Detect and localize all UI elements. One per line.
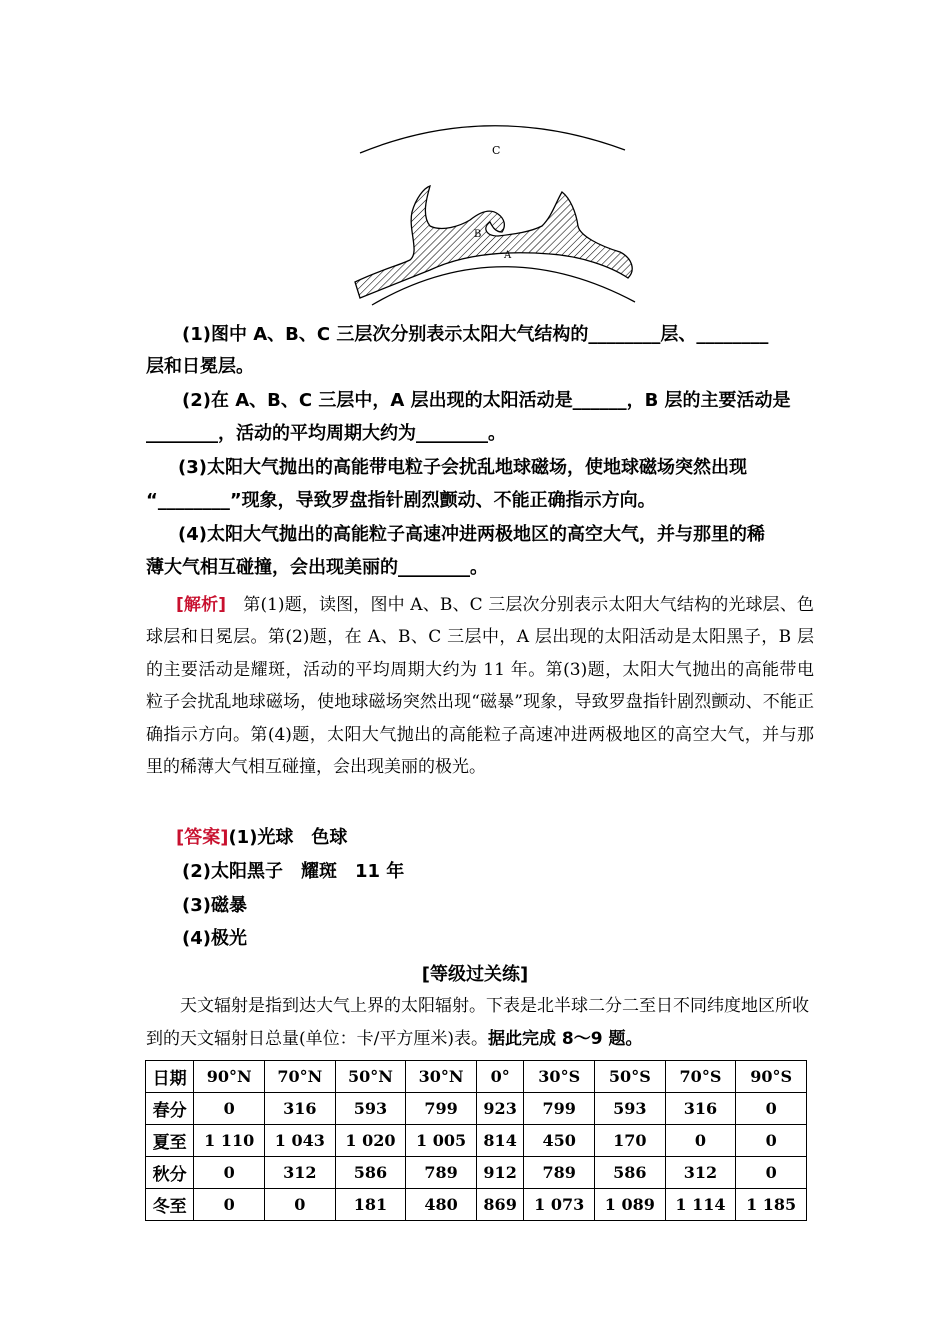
table-cell: 0 — [194, 1189, 265, 1221]
table-col-header: 90°N — [194, 1061, 265, 1093]
table-cell: 480 — [406, 1189, 477, 1221]
answer-1-text: (1)光球 色球 — [228, 827, 348, 848]
label-c: C — [492, 144, 501, 157]
table-col-header: 70°S — [665, 1061, 736, 1093]
table-cell: 814 — [476, 1125, 524, 1157]
table-row-label: 夏至 — [146, 1125, 194, 1157]
analysis-tag: [解析] — [176, 595, 226, 615]
question-3-line-1: (3)太阳大气抛出的高能带电粒子会扰乱地球磁场，使地球磁场突然出现 — [178, 457, 747, 478]
table-row — [146, 1189, 807, 1221]
answer-4: (4)极光 — [182, 928, 247, 949]
question-1-line-1: (1)图中 A、B、C 三层次分别表示太阳大气结构的________层、________ — [182, 324, 769, 345]
table-cell: 0 — [736, 1093, 807, 1125]
table-cell: 1 020 — [335, 1125, 406, 1157]
table-col-header: 70°N — [264, 1061, 335, 1093]
table-col-header: 30°S — [524, 1061, 595, 1093]
table-cell: 0 — [736, 1157, 807, 1189]
table-cell: 789 — [524, 1157, 595, 1189]
table-cell: 316 — [264, 1093, 335, 1125]
table-row-label: 春分 — [146, 1093, 194, 1125]
table-cell: 1 110 — [194, 1125, 265, 1157]
table-cell: 0 — [194, 1157, 265, 1189]
table-col-header: 90°S — [736, 1061, 807, 1093]
table-cell: 593 — [595, 1093, 666, 1125]
table-col-header: 50°N — [335, 1061, 406, 1093]
intro-paragraph — [146, 990, 814, 1056]
section-title: [等级过关练] — [421, 964, 529, 985]
intro-text: 天文辐射是指到达大气上界的太阳辐射。下表是北半球二分二至日不同纬度地区所收到的天文辐射日总量(单位：卡/平方厘米)表。 — [146, 996, 809, 1049]
table-cell: 586 — [335, 1157, 406, 1189]
answer-1 — [176, 826, 347, 850]
question-2-line-1: (2)在 A、B、C 三层中，A 层出现的太阳活动是______，B 层的主要活动是 — [182, 390, 791, 411]
label-b: B — [474, 229, 482, 240]
intro-bold: 据此完成 8～9 题。 — [488, 1029, 643, 1049]
table-cell: 1 043 — [264, 1125, 335, 1157]
table-col-header: 0° — [476, 1061, 524, 1093]
table-row — [146, 1093, 807, 1125]
table-cell: 1 185 — [736, 1189, 807, 1221]
table-row — [146, 1157, 807, 1189]
question-4-line-2: 薄大气相互碰撞，会出现美丽的________。 — [146, 557, 488, 578]
table-cell: 869 — [476, 1189, 524, 1221]
answer-2: (2)太阳黑子 耀斑 11 年 — [182, 861, 405, 882]
table-cell: 789 — [406, 1157, 477, 1189]
answer-3: (3)磁暴 — [182, 895, 247, 916]
table-corner-cell: 日期 — [146, 1061, 194, 1093]
table-cell: 593 — [335, 1093, 406, 1125]
table-col-header: 50°S — [595, 1061, 666, 1093]
table-row — [146, 1125, 807, 1157]
table-cell: 181 — [335, 1189, 406, 1221]
analysis-paragraph — [146, 589, 814, 783]
table-cell: 0 — [264, 1189, 335, 1221]
question-4-line-1: (4)太阳大气抛出的高能粒子高速冲进两极地区的高空大气，并与那里的稀 — [178, 524, 765, 545]
question-2-line-2: ________，活动的平均周期大约为________。 — [146, 423, 506, 444]
solar-atmosphere-figure — [350, 120, 640, 320]
question-3-line-2: “________”现象，导致罗盘指针剧烈颤动、不能正确指示方向。 — [146, 490, 656, 511]
table-cell: 450 — [524, 1125, 595, 1157]
answer-tag: [答案] — [176, 827, 229, 848]
table-col-header: 30°N — [406, 1061, 477, 1093]
table-cell: 312 — [665, 1157, 736, 1189]
table-cell: 923 — [476, 1093, 524, 1125]
table-cell: 170 — [595, 1125, 666, 1157]
table-cell: 0 — [736, 1125, 807, 1157]
question-1-line-2: 层和日冕层。 — [146, 356, 254, 377]
table-cell: 1 073 — [524, 1189, 595, 1221]
solar-layers-diagram — [350, 120, 640, 320]
label-a: A — [504, 250, 512, 261]
table-row-label: 秋分 — [146, 1157, 194, 1189]
chromosphere-band — [355, 186, 632, 298]
table-cell: 0 — [665, 1125, 736, 1157]
table-cell: 799 — [406, 1093, 477, 1125]
table-cell: 1 005 — [406, 1125, 477, 1157]
table-cell: 586 — [595, 1157, 666, 1189]
table-row-label: 冬至 — [146, 1189, 194, 1221]
table-cell: 1 089 — [595, 1189, 666, 1221]
analysis-text: 第(1)题，读图，图中 A、B、C 三层次分别表示太阳大气结构的光球层、色球层和日冕层。第(2)题，在 A、B、C 三层中，A 层出现的太阳活动是太阳黑子，B 层的主要活动是耀斑，活动的平均周期大约为 11 年。第(3)题，太阳大气抛出的高能带电粒子会扰乱地球磁场，使地球磁场突然出现“磁暴”现象，导致罗盘指针剧烈颤动、不能正确指示方向。第(4)题，太阳大气抛出的高能粒子高速冲进两极地区的高空大气，并与那里的稀薄大气相互碰撞，会出现美丽的极光。 — [146, 595, 814, 778]
table-cell: 0 — [194, 1093, 265, 1125]
radiation-table — [145, 1060, 807, 1221]
table-header-row — [146, 1061, 807, 1093]
table-cell: 912 — [476, 1157, 524, 1189]
table-cell: 799 — [524, 1093, 595, 1125]
table-cell: 312 — [264, 1157, 335, 1189]
table-cell: 316 — [665, 1093, 736, 1125]
table-cell: 1 114 — [665, 1189, 736, 1221]
